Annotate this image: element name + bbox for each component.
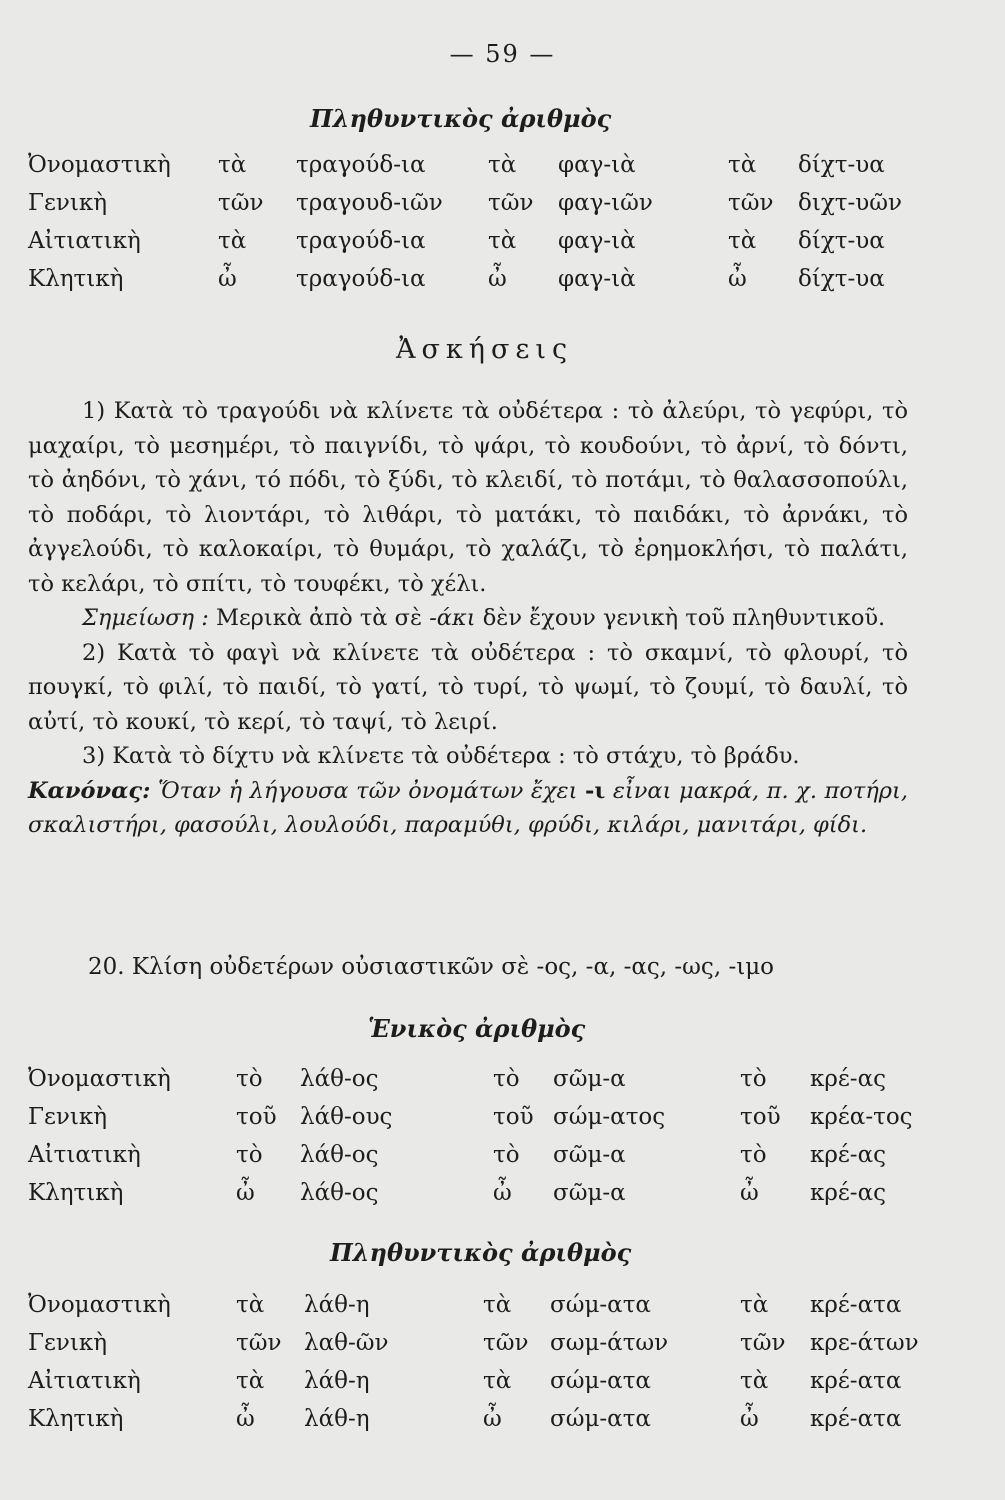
note-label: Σημείωση : [82, 605, 209, 631]
article: τὰ [488, 152, 517, 178]
word-form: κρέ-ατα [810, 1406, 902, 1432]
word-form: τραγούδ-ια [296, 228, 426, 254]
word-form: σώμ-ατα [550, 1406, 651, 1432]
case-label: Κλητικὴ [28, 1406, 124, 1432]
case-label: Γενικὴ [28, 1104, 108, 1130]
word-form: φαγ-ιῶν [558, 190, 653, 216]
section-20-title: 20. Κλίση οὐδετέρων οὐσιαστικῶν σὲ -ος, -α, -ας, -ως, -ιμο [88, 954, 775, 980]
table-row [28, 1406, 978, 1444]
article: ὦ [488, 266, 507, 292]
exercise-2: 2) Κατὰ τὸ φαγὶ νὰ κλίνετε τὰ οὐδέτερα : τὸ σκαμνί, τὸ φλουρί, τὸ πουγκί, τὸ φιλί, τὸ παιδί, τὸ γατί, τὸ τυρί, τὸ ψωμί, τὸ ζουμί, τὸ δαυλί, τὸ αὐτί, τὸ κουκί, τὸ κερί, τὸ ταψί, τὸ λειρί. [28, 639, 908, 735]
table-row [28, 1368, 978, 1406]
article: ὦ [728, 266, 747, 292]
article: τοῦ [740, 1104, 781, 1130]
plural-heading-1: Πληθυντικὸς ἀριθμὸς [310, 104, 612, 133]
table-row [28, 1066, 978, 1104]
word-form: λάθ-η [304, 1292, 370, 1318]
word-form: κρέ-ατα [810, 1368, 902, 1394]
case-label: Αἰτιατικὴ [28, 1142, 141, 1168]
article: τὰ [218, 228, 247, 254]
table-row [28, 228, 978, 266]
table-row [28, 1292, 978, 1330]
article: τὰ [740, 1368, 769, 1394]
case-label: Ὀνομαστικὴ [28, 1066, 171, 1092]
word-form: δίχτ-υα [798, 266, 885, 292]
article: τοῦ [236, 1104, 277, 1130]
article: τῶν [483, 1330, 529, 1356]
table-row [28, 266, 978, 304]
word-form: σῶμ-α [553, 1142, 626, 1168]
table-row [28, 1142, 978, 1180]
page-number: — 59 — [449, 40, 556, 68]
case-label: Ὀνομαστικὴ [28, 152, 171, 178]
article: τὰ [218, 152, 247, 178]
word-form: διχτ-υῶν [798, 190, 903, 216]
word-form: φαγ-ιὰ [558, 228, 636, 254]
article: τῶν [488, 190, 534, 216]
article: τῶν [236, 1330, 282, 1356]
case-label: Ὀνομαστικὴ [28, 1292, 171, 1318]
word-form: κρε-άτων [810, 1330, 919, 1356]
word-form: σῶμ-α [553, 1180, 626, 1206]
article: τὰ [483, 1368, 512, 1394]
rule-label: Κανόνας: [28, 777, 151, 804]
word-form: δίχτ-υα [798, 228, 885, 254]
word-form: κρέ-ας [810, 1180, 886, 1206]
table-row [28, 1180, 978, 1218]
word-form: λάθ-ος [300, 1180, 379, 1206]
word-form: κρέ-ας [810, 1066, 886, 1092]
article: ὦ [236, 1406, 255, 1432]
plural-table-2 [28, 1292, 978, 1444]
exercise-1: 1) Κατὰ τὸ τραγούδι νὰ κλίνετε τὰ οὐδέτερα : τὸ ἀλεύρι, τὸ γεφύρι, τὸ μαχαίρι, τὸ μεσημέρι, τὸ παιγνίδι, τὸ ψάρι, τὸ κουδούνι, τὸ ἀρνί, τὸ δόντι, τὸ ἀηδόνι, τὸ χάνι, τό πόδι, τὸ ξύδι, τὸ κλειδί, τὸ ποτάμι, τὸ θαλασσοπούλι, τὸ ποδάρι, τὸ λιοντάρι, τὸ λιθάρι, τὸ ματάκι, τὸ παιδάκι, τὸ ἀρνάκι, τὸ ἀγγελούδι, τὸ καλοκαίρι, τὸ θυμάρι, τὸ χαλάζι, τὸ ἐρημοκλήσι, τὸ παλάτι, τὸ κελάρι, τὸ σπίτι, τὸ τουφέκι, τὸ χέλι. [28, 398, 908, 597]
article: τὰ [483, 1292, 512, 1318]
article: ὦ [218, 266, 237, 292]
word-form: τραγουδ-ιῶν [296, 190, 443, 216]
table-row [28, 1330, 978, 1368]
case-label: Αἰτιατικὴ [28, 228, 141, 254]
singular-table [28, 1066, 978, 1218]
article: τὸ [740, 1142, 767, 1168]
article: τῶν [728, 190, 774, 216]
plural-heading-2: Πληθυντικὸς ἀριθμὸς [330, 1238, 632, 1267]
article: τὰ [728, 228, 757, 254]
exercises-heading: Ἀσκήσεις [396, 334, 574, 365]
word-form: σῶμ-α [553, 1066, 626, 1092]
word-form: κρέα-τος [810, 1104, 913, 1130]
word-form: σώμ-ατα [550, 1368, 651, 1394]
word-form: κρέ-ατα [810, 1292, 902, 1318]
word-form: λάθ-η [304, 1368, 370, 1394]
article: τὸ [236, 1066, 263, 1092]
exercises-text [28, 394, 908, 843]
word-form: λαθ-ῶν [304, 1330, 389, 1356]
article: τὸ [493, 1142, 520, 1168]
rule-ending: -ι [585, 777, 606, 804]
word-form: τραγούδ-ια [296, 266, 426, 292]
note-text-start: Μερικὰ ἀπὸ τὰ σὲ [215, 605, 423, 631]
note-text-end: δὲν ἔχουν γενικὴ τοῦ πληθυντικοῦ. [482, 605, 886, 631]
word-form: λάθ-ους [300, 1104, 393, 1130]
table-row [28, 1104, 978, 1142]
article: τοῦ [493, 1104, 534, 1130]
word-form: λάθ-ος [300, 1142, 379, 1168]
case-label: Αἰτιατικὴ [28, 1368, 141, 1394]
article: τὸ [740, 1066, 767, 1092]
singular-heading: Ἑνικὸς ἀριθμὸς [368, 1014, 586, 1043]
word-form: σωμ-άτων [550, 1330, 669, 1356]
article: τῶν [218, 190, 264, 216]
article: τὰ [728, 152, 757, 178]
article: τὸ [236, 1142, 263, 1168]
word-form: σώμ-ατα [550, 1292, 651, 1318]
word-form: κρέ-ας [810, 1142, 886, 1168]
plural-table-1 [28, 152, 978, 304]
article: ὦ [493, 1180, 512, 1206]
article: τὰ [740, 1292, 769, 1318]
note-suffix: -άκι [429, 605, 476, 631]
article: ὦ [236, 1180, 255, 1206]
case-label: Κλητικὴ [28, 1180, 124, 1206]
rule-text: Ὅταν ἡ λήγουσα τῶν ὀνομάτων ἔχει [158, 777, 578, 804]
word-form: φαγ-ιὰ [558, 266, 636, 292]
case-label: Γενικὴ [28, 190, 108, 216]
word-form: δίχτ-υα [798, 152, 885, 178]
word-form: λάθ-ος [300, 1066, 379, 1092]
case-label: Γενικὴ [28, 1330, 108, 1356]
word-form: φαγ-ιὰ [558, 152, 636, 178]
table-row [28, 152, 978, 190]
case-label: Κλητικὴ [28, 266, 124, 292]
exercise-3: 3) Κατὰ τὸ δίχτυ νὰ κλίνετε τὰ οὐδέτερα : τὸ στάχυ, τὸ βράδυ. [82, 743, 800, 769]
article: τὰ [236, 1368, 265, 1394]
article: τὸ [493, 1066, 520, 1092]
article: ὦ [483, 1406, 502, 1432]
article: ὦ [740, 1406, 759, 1432]
word-form: λάθ-η [304, 1406, 370, 1432]
article: τὰ [236, 1292, 265, 1318]
rule-text-2: εἶναι μακρά, π. χ. ποτήρι, σκαλιστήρι, φασούλι, λουλούδι, παραμύθι, φρύδι, κιλάρι, μανιτάρι, φίδι. [28, 777, 909, 838]
article: τῶν [740, 1330, 786, 1356]
rule [28, 774, 908, 843]
article: τὰ [488, 228, 517, 254]
word-form: τραγούδ-ια [296, 152, 426, 178]
article: ὦ [740, 1180, 759, 1206]
word-form: σώμ-ατος [553, 1104, 666, 1130]
table-row [28, 190, 978, 228]
note [28, 601, 908, 636]
